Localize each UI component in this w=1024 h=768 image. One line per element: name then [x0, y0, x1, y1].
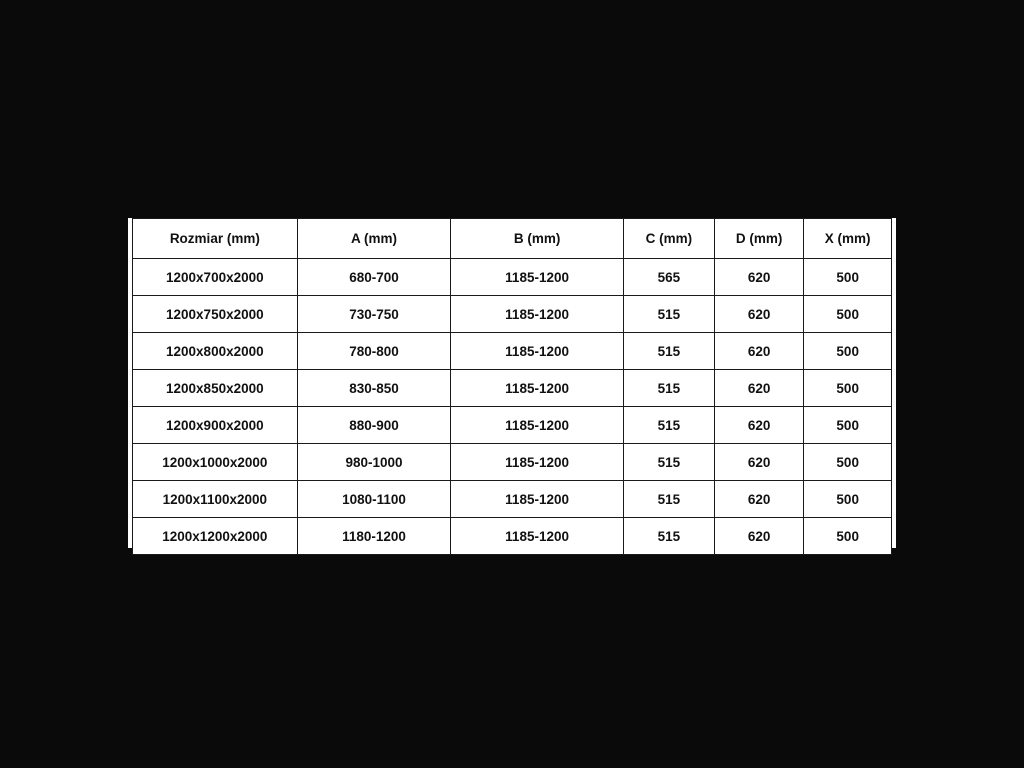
- table-row: [133, 296, 892, 333]
- column-header-b: B (mm): [451, 219, 624, 259]
- cell-size: 1200x700x2000: [133, 259, 298, 296]
- column-header-x: X (mm): [804, 219, 892, 259]
- letterbox-band-bottom: [128, 548, 896, 768]
- column-header-c: C (mm): [623, 219, 714, 259]
- cell-a: 730-750: [297, 296, 451, 333]
- cell-d: 620: [714, 407, 803, 444]
- table-row: [133, 370, 892, 407]
- cell-b: 1185-1200: [451, 333, 624, 370]
- cell-c: 515: [623, 481, 714, 518]
- cell-size: 1200x850x2000: [133, 370, 298, 407]
- cell-d: 620: [714, 333, 803, 370]
- table-body: [133, 259, 892, 555]
- table-header: [133, 219, 892, 259]
- table-header-row: [133, 219, 892, 259]
- cell-d: 620: [714, 518, 803, 555]
- table-row: [133, 481, 892, 518]
- cell-size: 1200x800x2000: [133, 333, 298, 370]
- cell-b: 1185-1200: [451, 518, 624, 555]
- cell-b: 1185-1200: [451, 296, 624, 333]
- cell-a: 780-800: [297, 333, 451, 370]
- table-row: [133, 407, 892, 444]
- cell-a: 880-900: [297, 407, 451, 444]
- cell-c: 565: [623, 259, 714, 296]
- cell-a: 830-850: [297, 370, 451, 407]
- cell-d: 620: [714, 444, 803, 481]
- cell-a: 980-1000: [297, 444, 451, 481]
- cell-size: 1200x750x2000: [133, 296, 298, 333]
- cell-d: 620: [714, 259, 803, 296]
- table-row: [133, 518, 892, 555]
- cell-x: 500: [804, 259, 892, 296]
- letterbox-band-right: [896, 0, 1024, 768]
- cell-a: 680-700: [297, 259, 451, 296]
- column-header-d: D (mm): [714, 219, 803, 259]
- specification-table-area: [128, 218, 896, 548]
- cell-x: 500: [804, 370, 892, 407]
- cell-x: 500: [804, 518, 892, 555]
- table-row: [133, 444, 892, 481]
- cell-c: 515: [623, 518, 714, 555]
- cell-b: 1185-1200: [451, 259, 624, 296]
- table-row: [133, 259, 892, 296]
- cell-size: 1200x900x2000: [133, 407, 298, 444]
- cell-x: 500: [804, 296, 892, 333]
- cell-size: 1200x1100x2000: [133, 481, 298, 518]
- cell-size: 1200x1200x2000: [133, 518, 298, 555]
- cell-d: 620: [714, 296, 803, 333]
- column-header-a: A (mm): [297, 219, 451, 259]
- specification-table: [132, 218, 892, 555]
- cell-c: 515: [623, 370, 714, 407]
- cell-size: 1200x1000x2000: [133, 444, 298, 481]
- table-row: [133, 333, 892, 370]
- cell-b: 1185-1200: [451, 481, 624, 518]
- cell-c: 515: [623, 444, 714, 481]
- cell-x: 500: [804, 481, 892, 518]
- cell-d: 620: [714, 481, 803, 518]
- cell-a: 1080-1100: [297, 481, 451, 518]
- cell-x: 500: [804, 333, 892, 370]
- cell-b: 1185-1200: [451, 370, 624, 407]
- cell-a: 1180-1200: [297, 518, 451, 555]
- cell-c: 515: [623, 333, 714, 370]
- cell-b: 1185-1200: [451, 407, 624, 444]
- cell-x: 500: [804, 444, 892, 481]
- cell-d: 620: [714, 370, 803, 407]
- cell-c: 515: [623, 296, 714, 333]
- column-header-size: Rozmiar (mm): [133, 219, 298, 259]
- cell-c: 515: [623, 407, 714, 444]
- cell-x: 500: [804, 407, 892, 444]
- letterbox-band-top: [128, 0, 896, 218]
- cell-b: 1185-1200: [451, 444, 624, 481]
- letterbox-band-left: [0, 0, 128, 768]
